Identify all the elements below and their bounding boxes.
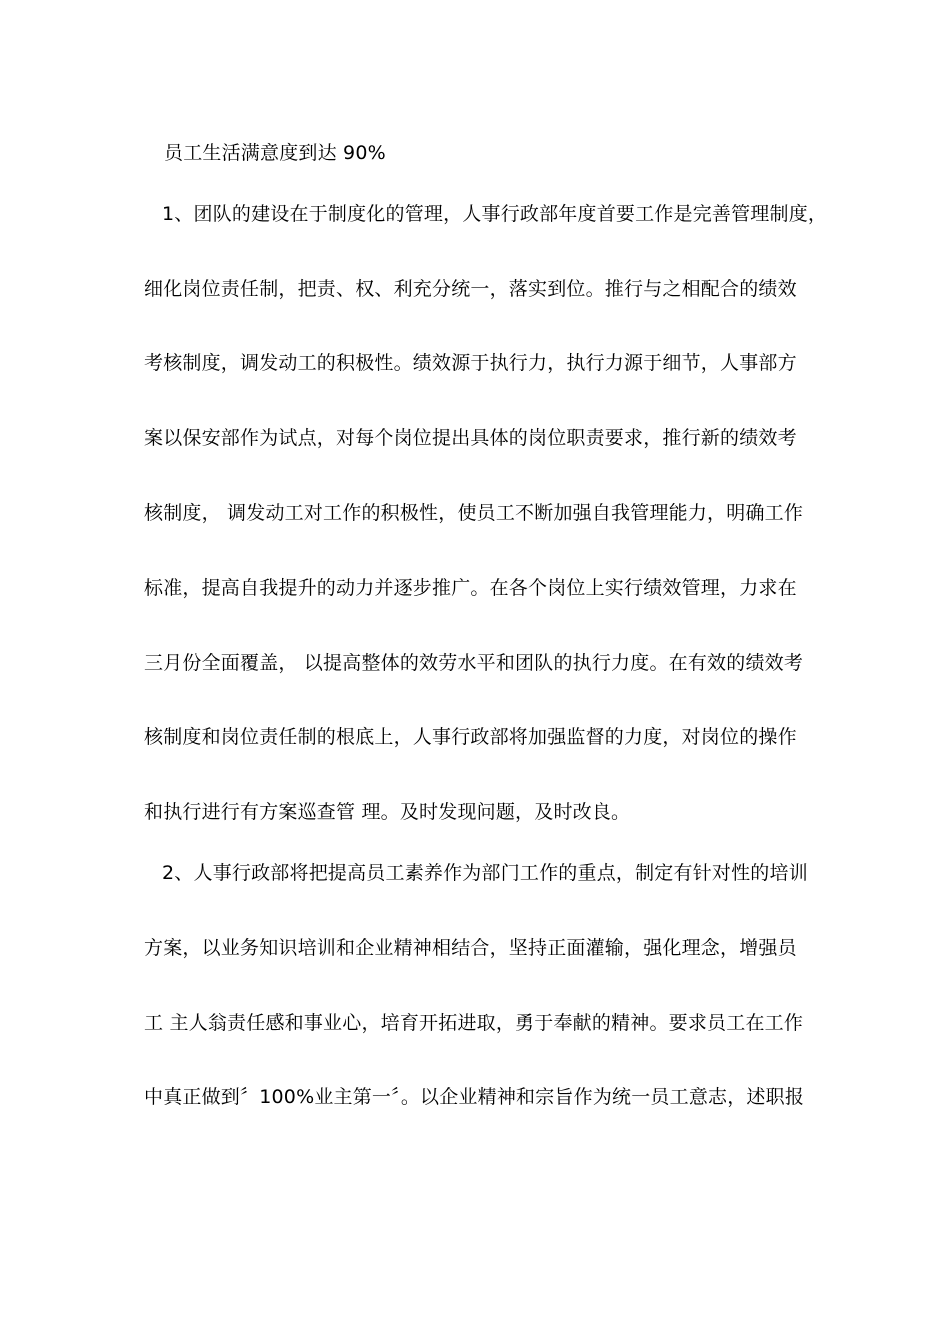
paragraph-line: 和执行进行有方案巡查管 理。及时发现问题，及时改良。 (144, 801, 631, 823)
paragraph-line: 中真正做到〞100%业主第一〞。以企业精神和宗旨作为统一员工意志，述职报 (144, 1086, 805, 1108)
paragraph-line: 工 主人翁责任感和事业心，培育开拓进取，勇于奉献的精神。要求员工在工作 (144, 1012, 804, 1034)
paragraph-line: 案以保安部作为试点，对每个岗位提出具体的岗位职责要求，推行新的绩效考 (144, 427, 797, 449)
paragraph-line: 考核制度，调发动工的积极性。绩效源于执行力，执行力源于细节，人事部方 (144, 352, 797, 374)
paragraph-line: 1、团队的建设在于制度化的管理，人事行政部年度首要工作是完善管理制度， (162, 203, 828, 225)
paragraph-line: 核制度， 调发动工对工作的积极性，使员工不断加强自我管理能力，明确工作 (144, 502, 804, 524)
paragraph-line: 核制度和岗位责任制的根底上，人事行政部将加强监督的力度，对岗位的操作 (144, 726, 797, 748)
heading-line: 员工生活满意度到达 90% (164, 142, 386, 164)
paragraph-line: 方案，以业务知识培训和企业精神相结合，坚持正面灌输，强化理念，增强员 (144, 937, 797, 959)
paragraph-line: 2、人事行政部将把提高员工素养作为部门工作的重点，制定有针对性的培训 (162, 862, 808, 884)
paragraph-line: 三月份全面覆盖， 以提高整体的效劳水平和团队的执行力度。在有效的绩效考 (144, 652, 804, 674)
paragraph-line: 细化岗位责任制，把责、权、利充分统一，落实到位。推行与之相配合的绩效 (144, 278, 797, 300)
paragraph-line: 标准，提高自我提升的动力并逐步推广。在各个岗位上实行绩效管理，力求在 (144, 577, 797, 599)
